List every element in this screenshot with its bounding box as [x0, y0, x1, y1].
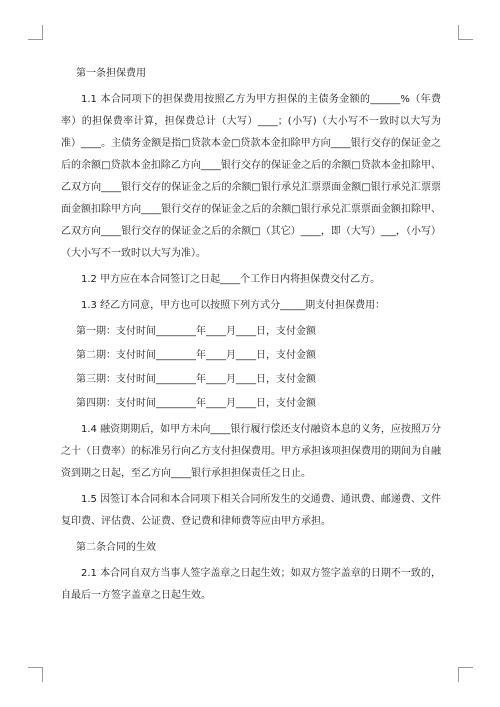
clause-1-1: 1.1 本合同项下的担保费用按照乙方为甲方担保的主债务金额的______%（年费率）的担保费率计算，担保费总计（大写）____；(小写)（大小写不一致时以大写为准）____。主债务金额是指□贷款本金□贷款本金扣除甲方向____银行交存的保证金之后的余额□贷款本金扣除乙方向____银行交存的保证金之后的余额□贷款本金扣除甲、乙双方向____银行交存的保证金之后的余额□银行承兑汇票票面金额□银行承兑汇票票面金额扣除甲方向____银行交存的保证金之后的余额□银行承兑汇票票面金额扣除甲、乙双方向____银行交存的保证金之后的余额□（其它）____，即（大写）___，（小写）（大小写不一致时以大写为准）。 — [61, 94, 441, 259]
clause-1-4: 1.4 融资期期后，如甲方未向____银行履行偿还支付融资本息的义务，应按照万分之十（日费率）的标准另行向乙方支付担保费用。甲方承担该项担保费用的期间为自融资到期之日起，至乙方向____银行承担担保责任之日止。 — [61, 424, 441, 479]
payment-schedule — [61, 321, 441, 415]
clause-1-3: 1.3 经乙方同意，甲方也可以按照下列方式分_____期支付担保费用： — [81, 300, 386, 311]
clause-2-1: 2.1 本合同自双方当事人签字盖章之日起生效；如双方签字盖章的日期不一致的，自最后一方签字盖章之日起生效。 — [61, 568, 441, 601]
crop-mark-bottom-left — [28, 667, 43, 682]
document-body — [61, 63, 441, 607]
crop-mark-top-left — [28, 25, 43, 40]
schedule-row: 第一期：支付时间________年____月____日，支付金额 — [76, 326, 316, 337]
schedule-row: 第二期：支付时间________年____月____日，支付金额 — [76, 350, 316, 361]
schedule-row: 第三期：支付时间________年____月____日，支付金额 — [76, 374, 316, 385]
crop-mark-top-right — [458, 25, 473, 40]
section-heading-fees: 第一条担保费用 — [76, 68, 146, 79]
section-heading-effectiveness: 第二条合同的生效 — [76, 542, 156, 553]
schedule-row: 第四期：支付时间________年____月____日，支付金额 — [76, 398, 316, 409]
clause-1-5: 1.5 因签订本合同和本合同项下相关合同所发生的交通费、通讯费、邮递费、文件复印费、评估费、公证费、登记费和律师费等应由甲方承担。 — [61, 494, 441, 527]
crop-mark-bottom-right — [458, 667, 473, 682]
clause-1-2: 1.2 甲方应在本合同签订之日起____个工作日内将担保费交付乙方。 — [81, 274, 381, 285]
